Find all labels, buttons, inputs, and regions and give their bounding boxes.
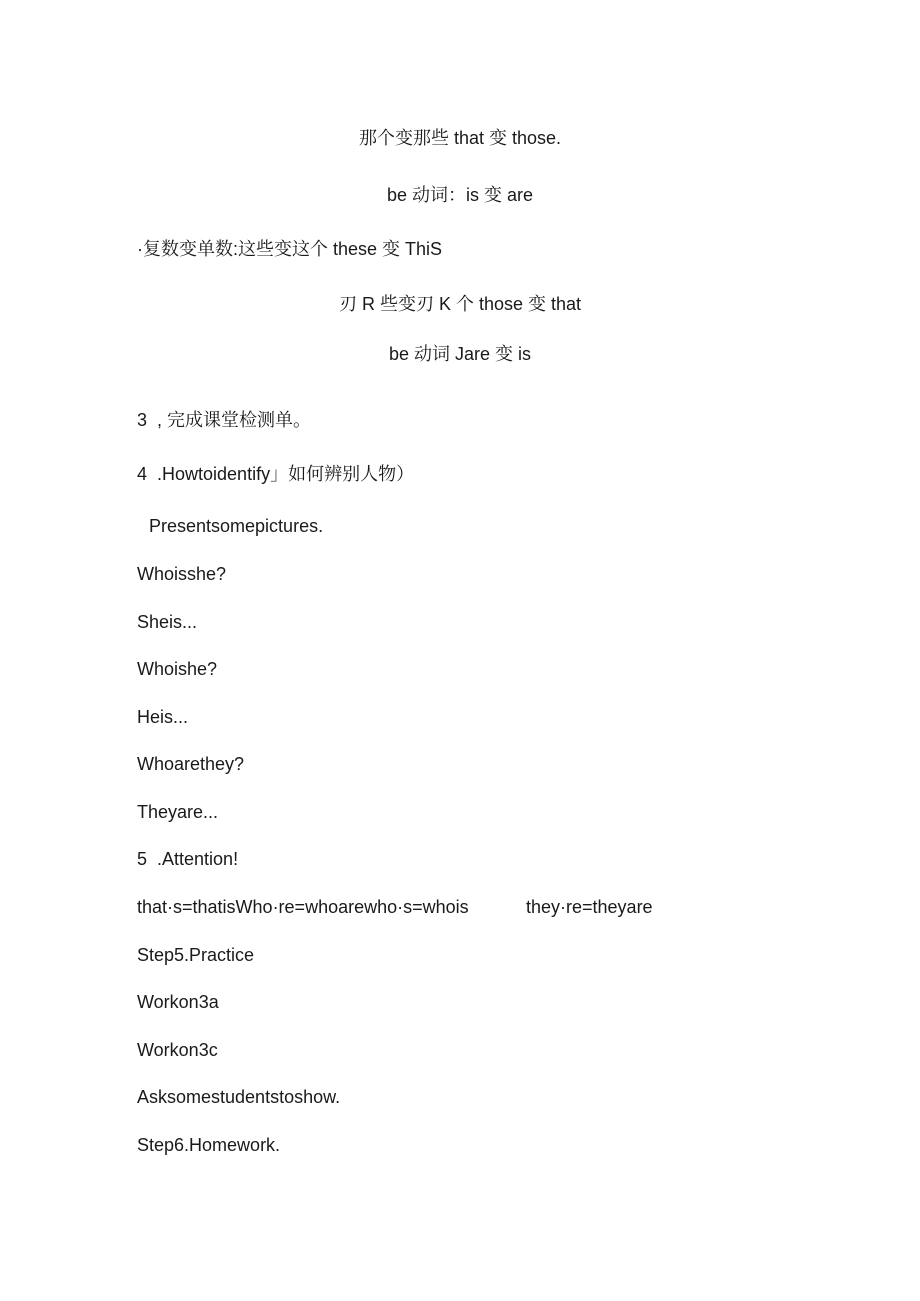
text-line-contraction-theyre: they·re=theyare (526, 897, 653, 917)
text-line-those-that: 刃 R 些变刃 K 个 those 变 that (338, 294, 582, 314)
text-line-workon-3a: Workon3a (137, 992, 219, 1012)
text-line-step5-practice: Step5.Practice (137, 945, 255, 965)
text-line-item-3: 3 , 完成课堂检测单。 (137, 410, 312, 430)
text-line-be-verb-are-is: be 动词 Jare 变 is (388, 344, 532, 364)
text-line-plural-to-singular: ·复数变单数:这些变这个 these 变 ThiS (137, 239, 443, 259)
text-line-who-are-they: Whoarethey? (137, 754, 245, 774)
text-line-who-is-she: Whoisshe? (137, 564, 227, 584)
text-line-workon-3c: Workon3c (137, 1040, 218, 1060)
text-line-she-is: Sheis... (137, 612, 198, 632)
text-line-step6-homework: Step6.Homework. (137, 1135, 281, 1155)
text-line-be-verb-is-are: be 动词：is 变 are (386, 185, 534, 205)
text-line-plural-that-those: 那个变那些 that 变 those. (358, 128, 562, 148)
text-line-present-pictures: Presentsomepictures. (149, 516, 324, 536)
text-line-they-are: Theyare... (137, 802, 219, 822)
text-line-item-5-attention: 5 .Attention! (137, 849, 239, 869)
text-line-ask-students: Asksomestudentstoshow. (137, 1087, 341, 1107)
text-line-he-is: Heis... (137, 707, 189, 727)
text-line-item-4: 4 .Howtoidentify」如何辨别人物） (137, 464, 415, 484)
text-line-who-is-he: Whoishe? (137, 659, 218, 679)
text-line-contractions: that·s=thatisWho·re=whoarewho·s=whois (137, 897, 469, 917)
